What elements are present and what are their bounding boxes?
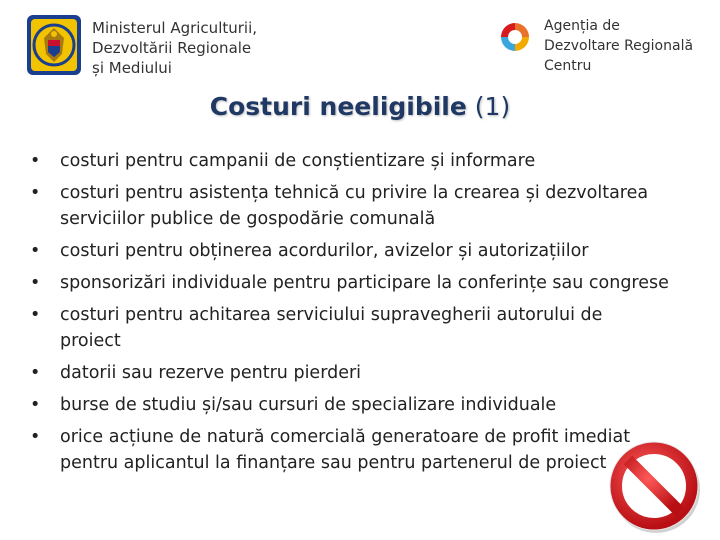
agency-name-line: Agenția de <box>544 18 620 34</box>
agency-logo-block <box>498 16 693 76</box>
list-item-text: burse de studiu și/sau cursuri de specializare individuale <box>60 395 557 415</box>
moldova-coat-of-arms-icon <box>26 14 82 76</box>
list-item-text: costuri pentru campanii de conștientizare și informare <box>60 151 536 171</box>
slide-title-main: Costuri neeligibile <box>209 92 467 121</box>
list-item <box>30 392 710 418</box>
bullet-icon: • <box>30 427 41 447</box>
list-item-text: costuri pentru asistența tehnică cu privire la crearea și dezvoltarea <box>60 183 649 203</box>
slide-title <box>0 92 720 121</box>
bullet-icon: • <box>30 273 41 293</box>
agency-name-line: Dezvoltare Regională <box>544 38 694 54</box>
list-item <box>30 148 710 174</box>
slide-header <box>0 0 720 90</box>
list-item <box>30 270 710 296</box>
list-item <box>30 302 710 354</box>
list-item-text: datorii sau rezerve pentru pierderi <box>60 363 362 383</box>
list-item-text: costuri pentru obținerea acordurilor, avizelor și autorizațiilor <box>60 241 589 261</box>
list-item <box>30 180 710 232</box>
list-item-text: pentru aplicantul la finanțare sau pentru partenerul de proiect <box>60 453 607 473</box>
list-item-text: sponsorizări individuale pentru participare la conferințe sau congrese <box>60 273 669 293</box>
agency-name-line: Centru <box>544 58 592 74</box>
list-item-text: proiect <box>60 331 121 351</box>
list-item-text: orice acțiune de natură comercială generatoare de profit imediat <box>60 427 631 447</box>
ineligible-costs-list <box>30 148 710 482</box>
ministry-name <box>92 18 257 78</box>
adr-centru-logo-icon <box>498 20 532 54</box>
ministry-logo-block <box>26 14 257 78</box>
ministry-name-line: Dezvoltării Regionale <box>92 39 252 57</box>
list-item-text: serviciilor publice de gospodărie comunală <box>60 209 436 229</box>
list-item-text: costuri pentru achitarea serviciului supravegherii autorului de <box>60 305 603 325</box>
bullet-icon: • <box>30 183 41 203</box>
slide-title-suffix: (1) <box>474 92 511 121</box>
ministry-name-line: și Mediului <box>92 59 172 77</box>
bullet-icon: • <box>30 363 41 383</box>
no-entry-sign-icon <box>604 436 704 536</box>
agency-name <box>544 16 693 76</box>
list-item <box>30 238 710 264</box>
list-item <box>30 360 710 386</box>
bullet-icon: • <box>30 395 41 415</box>
bullet-icon: • <box>30 305 41 325</box>
ministry-name-line: Ministerul Agriculturii, <box>92 19 258 37</box>
bullet-icon: • <box>30 241 41 261</box>
bullet-icon: • <box>30 151 41 171</box>
